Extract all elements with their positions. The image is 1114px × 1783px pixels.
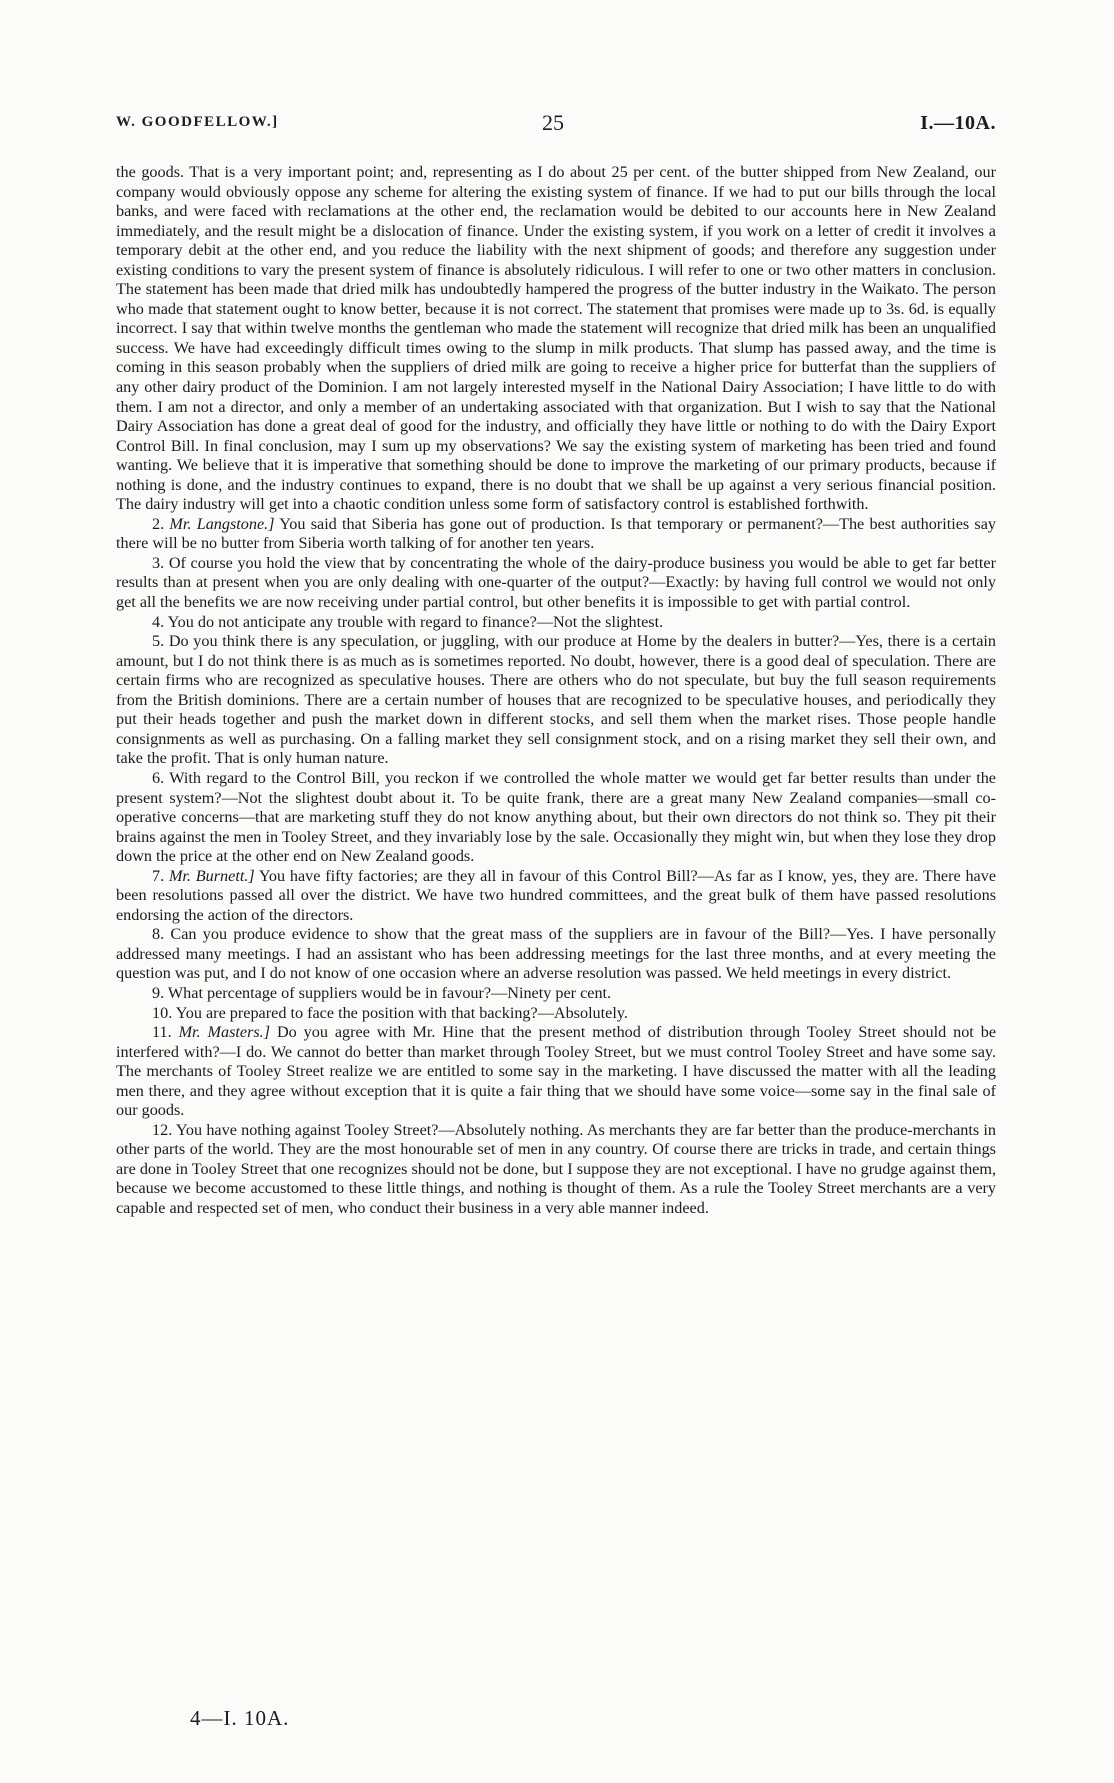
paragraph-text: Of course you hold the view that by concentrating the whole of the dairy-produce business you would be able to get far better results than at present when you are only dealing with one-quarter of the output?—Exactly: by having full control we would not only get all the benefits we are now receiving under partial control, but other benefits it is impossible to get with partial control. bbox=[116, 553, 996, 612]
question-number: 9. bbox=[152, 983, 165, 1002]
paragraph-text: You said that Siberia has gone out of production. Is that temporary or permanent?—The best authorities say there will be no butter from Siberia worth talking of for another ten years. bbox=[116, 514, 997, 553]
question-number: 3. bbox=[152, 553, 165, 572]
signature-mark: 4—I. 10A. bbox=[190, 1706, 290, 1730]
question-2 bbox=[116, 515, 996, 554]
paragraph-text: Do you agree with Mr. Hine that the present method of distribution through Tooley Street should not be interfered with?—I do. We cannot do better than market through Tooley Street, but we must control Tooley Street and have some say. The merchants of Tooley Street realize we are entitled to some say in the marketing. I have discussed the matter with all the leading men there, and they agree without exception that it is quite a fair thing that we should have some voice—some say in the final sale of our goods. bbox=[116, 1023, 996, 1120]
question-number: 5. bbox=[152, 632, 165, 651]
paragraph-text: the goods. That is a very important point; and, representing as I do about 25 per cent. of the butter shipped from New Zealand, our company would obviously oppose any scheme for altering the existing system of finance. If we had to put our bills through the local banks, and were faced with reclamations at the other end, the reclamation would be debited to our accounts here in New Zealand immediately, and the result might be a dislocation of finance. Under the existing system, if you work on a letter of credit it involves a temporary debit at the other end, and you reduce the liability with the next shipment of goods; and therefore any suggestion under existing conditions to vary the present system of finance is absolutely ridiculous. I will refer to one or two other matters in conclusion. The statement has been made that dried milk has undoubtedly hampered the progress of the butter industry in the Waikato. The person who made that statement ought to know better, because it is not correct. The statement that promises were made up to 3s. 6d. is equally incorrect. I say that within twelve months the gentleman who made the statement will recognize that dried milk has been an unqualified success. We have had exceedingly difficult times owing to the slump in milk products. That slump has passed away, and the time is coming in this season probably when the suppliers of dried milk are going to receive a higher price for butterfat than the suppliers of any other dairy product of the Dominion. I am not largely interested myself in the National Dairy Association; I have little to do with them. I am not a director, and only a member of an undertaking associated with that organization. But I wish to say that the National Dairy Association has done a great deal of good for the industry, and officially they have little or nothing to do with the Dairy Export Control Bill. In final conclusion, may I sum up my observations? We say the existing system of marketing has been tried and found wanting. We believe that it is imperative that something should be done to improve the marketing of our primary products, because if nothing is done, and the industry continues to expand, there is no doubt that we shall be up against a very serious financial position. The dairy industry will get into a chaotic condition unless some form of satisfactory control is established forthwith. bbox=[116, 163, 996, 514]
paragraph-text: You have nothing against Tooley Street?—Absolutely nothing. As merchants they are far better than the produce-merchants in other parts of the world. They are the most honourable set of men in any country. Of course there are tricks in trade, and certain things are done in Tooley Street that one recognizes should not be done, but I suppose they are not exceptional. I have no grudge against them, because we become accustomed to these little things, and nothing is thought of them. As a rule the Tooley Street merchants are a very capable and respected set of men, who conduct their business in a very able manner indeed. bbox=[116, 1120, 996, 1217]
body-text bbox=[116, 163, 996, 1219]
question-4 bbox=[116, 613, 996, 633]
question-7 bbox=[116, 867, 996, 926]
question-number: 4. bbox=[152, 612, 165, 631]
question-number: 11. bbox=[152, 1023, 172, 1042]
question-number: 10. bbox=[152, 1003, 173, 1022]
running-head bbox=[116, 110, 996, 140]
paragraph-text: Do you think there is any speculation, or juggling, with our produce at Home by the dealers in butter?—Yes, there is a certain amount, but I do not think there is as much as is sometimes reported. No doubt, however, there is a good deal of speculation. There are certain firms who are recognized as speculative houses. There are others who do not speculate, but buy the full season requirements from the British dominions. There are a certain number of houses that are recognized to be speculative houses, and periodically they put their heads together and push the market down in different stocks, and sell them when the market rises. Those people handle consignments as well as purchasing. On a falling market they sell consignment stock, and on a rising market they sell their own, and take the profit. That is only human nature. bbox=[116, 632, 997, 768]
question-8 bbox=[116, 925, 996, 984]
paragraph-text: With regard to the Control Bill, you reckon if we controlled the whole matter we would get far better results than under the present system?—Not the slightest doubt about it. To be quite frank, there are a great many New Zealand companies—small co-operative concerns—that are marketing stuff they do not know anything about, but their own directors do not think so. They pit their brains against the men in Tooley Street, and they invariably lose by the sale. Occasionally they might win, but when they lose they drop down the price at the other end on New Zealand goods. bbox=[116, 768, 996, 866]
question-12 bbox=[116, 1121, 996, 1219]
paragraph-text: What percentage of suppliers would be in favour?—Ninety per cent. bbox=[167, 983, 612, 1002]
question-number: 8. bbox=[152, 925, 165, 944]
paragraph-continuation bbox=[116, 163, 996, 515]
paragraph-text: You do not anticipate any trouble with regard to finance?—Not the slightest. bbox=[167, 612, 664, 631]
page-number: 25 bbox=[542, 110, 564, 135]
question-3 bbox=[116, 554, 996, 613]
question-5 bbox=[116, 632, 996, 769]
speaker-name: Mr. Burnett.] bbox=[168, 866, 255, 885]
question-number: 6. bbox=[152, 768, 165, 787]
question-number: 12. bbox=[152, 1120, 173, 1139]
paragraph-text: You have fifty factories; are they all in favour of this Control Bill?—As far as I know, yes, they are. There have been resolutions passed all over the district. We have two hundred committees, and the great bulk of them have passed resolutions endorsing the action of the directors. bbox=[116, 866, 997, 924]
paragraph-text: You are prepared to face the position with that backing?—Absolutely. bbox=[175, 1003, 628, 1022]
speaker-name: Mr. Masters.] bbox=[178, 1023, 271, 1042]
question-number: 2. bbox=[152, 514, 165, 533]
question-6 bbox=[116, 769, 996, 867]
question-10 bbox=[116, 1004, 996, 1024]
question-9 bbox=[116, 984, 996, 1004]
witness-name-header: W. GOODFELLOW.] bbox=[116, 114, 279, 130]
question-number: 7. bbox=[152, 866, 165, 885]
paragraph-text: Can you produce evidence to show that the great mass of the suppliers are in favour of the Bill?—Yes. I have personally addressed many meetings. I had an assistant who has been addressing meetings for the last three months, and at every meeting the question was put, and I do not know of one occasion where an adverse resolution was passed. We held meetings in every district. bbox=[116, 925, 996, 983]
speaker-name: Mr. Langstone.] bbox=[169, 514, 275, 533]
paper-reference: I.—10A. bbox=[920, 112, 996, 134]
question-11 bbox=[116, 1023, 996, 1121]
